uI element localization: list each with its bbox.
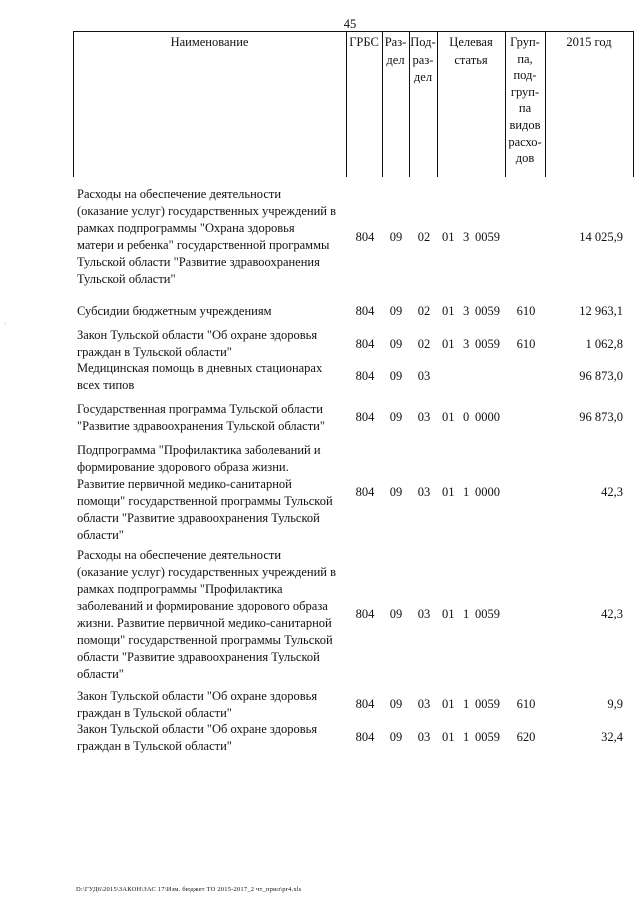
cell-razdel: 09 xyxy=(389,730,403,744)
header-name: Наименование xyxy=(170,35,249,49)
row-name: Расходы на обеспечение деятельности (оказание услуг) государственных учреждений в рамках подпрограммы "Охрана здоровья матери и ребенка" государственной программы Тульской области "Развитие здравоохранения Тульской области" xyxy=(77,187,336,286)
cell-cs1: 01 xyxy=(442,730,455,744)
header-gruppa: Груп- па, под- груп- па видов расхо- дов xyxy=(508,35,542,166)
cell-podrazdel: 03 xyxy=(417,697,431,711)
cell-podrazdel: 03 xyxy=(417,410,431,424)
cell-grbs: 804 xyxy=(355,369,375,383)
cell-grbs: 804 xyxy=(355,697,375,711)
cell-grbs: 804 xyxy=(355,337,375,351)
header-tselevaya: Целевая статья xyxy=(449,35,493,67)
cell-grbs: 804 xyxy=(355,410,375,424)
cell-podrazdel: 02 xyxy=(417,304,431,318)
cell-amount: 1 062,8 xyxy=(585,337,623,351)
cell-amount: 96 873,0 xyxy=(579,410,623,424)
cell-cs1: 01 xyxy=(442,607,455,621)
row-name: Расходы на обеспечение деятельности (оказание услуг) государственных учреждений в рамках подпрограммы "Профилактика заболеваний и формирование здорового образа жизни. Развитие первичной медико-санитарной помощи" государственной программы Тульской области "Развитие здравоохранения Тульской области" xyxy=(77,548,336,681)
cell-razdel: 09 xyxy=(389,697,403,711)
row-name: Закон Тульской области "Об охране здоровья граждан в Тульской области" xyxy=(77,689,318,720)
header-grbs: ГРБС xyxy=(349,35,379,49)
cell-cs2: 1 xyxy=(463,485,470,499)
cell-grbs: 804 xyxy=(355,230,375,244)
cell-razdel: 09 xyxy=(389,337,403,351)
cell-cs1: 01 xyxy=(442,485,455,499)
cell-amount: 12 963,1 xyxy=(579,304,623,318)
cell-cs2: 1 xyxy=(463,697,470,711)
cell-razdel: 09 xyxy=(389,485,403,499)
cell-cs1: 01 xyxy=(442,230,455,244)
cell-amount: 14 025,9 xyxy=(579,230,623,244)
cell-vr: 620 xyxy=(516,730,536,744)
cell-cs1: 01 xyxy=(442,304,455,318)
cell-podrazdel: 02 xyxy=(417,337,431,351)
cell-razdel: 09 xyxy=(389,607,403,621)
row-name: Подпрограмма "Профилактика заболеваний и формирование здорового образа жизни. Развитие первичной медико-санитарной помощи" государственной программы Тульской области "Развитие здравоохранения Тульской области" xyxy=(77,443,333,542)
cell-vr: 610 xyxy=(516,304,536,318)
header-podrazdel: Под- раз- дел xyxy=(410,35,436,84)
table-right-border xyxy=(633,31,634,177)
cell-cs2: 1 xyxy=(463,607,470,621)
row-name: Закон Тульской области "Об охране здоровья граждан в Тульской области" xyxy=(77,328,318,359)
cell-cs2: 3 xyxy=(463,304,470,318)
cell-cs3: 0059 xyxy=(475,607,500,621)
cell-podrazdel: 03 xyxy=(417,607,431,621)
row-name: Медицинская помощь в дневных стационарах всех типов xyxy=(77,361,323,392)
cell-vr: 610 xyxy=(516,337,536,351)
cell-razdel: 09 xyxy=(389,230,403,244)
cell-razdel: 09 xyxy=(389,369,403,383)
col-divider-grbs xyxy=(346,31,347,177)
cell-podrazdel: 03 xyxy=(417,485,431,499)
cell-amount: 32,4 xyxy=(601,730,623,744)
cell-grbs: 804 xyxy=(355,485,375,499)
cell-cs2: 3 xyxy=(463,230,470,244)
cell-cs1: 01 xyxy=(442,337,455,351)
cell-grbs: 804 xyxy=(355,607,375,621)
cell-cs3: 0000 xyxy=(475,485,500,499)
row-name: Закон Тульской области "Об охране здоровья граждан в Тульской области" xyxy=(77,722,318,753)
table-left-border xyxy=(73,31,74,177)
header-razdel: Раз- дел xyxy=(384,35,407,67)
cell-grbs: 804 xyxy=(355,730,375,744)
cell-cs3: 0059 xyxy=(475,697,500,711)
row-name: Государственная программа Тульской области "Развитие здравоохранения Тульской области" xyxy=(77,402,325,433)
cell-podrazdel: 03 xyxy=(417,369,431,383)
file-path-footer: D:\ГУД6\2015\ЗАКОН\ЗАС 17\Изм. бюджет ТО 2015-2017_2 чт_прил\pr4.xls xyxy=(76,886,302,893)
cell-podrazdel: 03 xyxy=(417,730,431,744)
cell-podrazdel: 02 xyxy=(417,230,431,244)
row-name: Субсидии бюджетным учреждениям xyxy=(77,304,272,318)
cell-grbs: 804 xyxy=(355,304,375,318)
page-number: 45 xyxy=(343,17,357,31)
cell-cs3: 0000 xyxy=(475,410,500,424)
cell-cs2: 0 xyxy=(463,410,470,424)
cell-cs1: 01 xyxy=(442,410,455,424)
cell-amount: 42,3 xyxy=(601,607,623,621)
cell-cs3: 0059 xyxy=(475,230,500,244)
cell-cs1: 01 xyxy=(442,697,455,711)
header-year: 2015 год xyxy=(566,35,612,49)
cell-razdel: 09 xyxy=(389,304,403,318)
cell-razdel: 09 xyxy=(389,410,403,424)
cell-cs3: 0059 xyxy=(475,337,500,351)
scan-mark: · xyxy=(4,321,6,327)
cell-cs2: 3 xyxy=(463,337,470,351)
cell-amount: 96 873,0 xyxy=(579,369,623,383)
cell-amount: 9,9 xyxy=(607,697,623,711)
cell-vr: 610 xyxy=(516,697,536,711)
cell-cs2: 1 xyxy=(463,730,470,744)
col-divider-year xyxy=(545,31,546,177)
table-top-border xyxy=(73,31,633,32)
cell-cs3: 0059 xyxy=(475,304,500,318)
cell-cs3: 0059 xyxy=(475,730,500,744)
cell-amount: 42,3 xyxy=(601,485,623,499)
